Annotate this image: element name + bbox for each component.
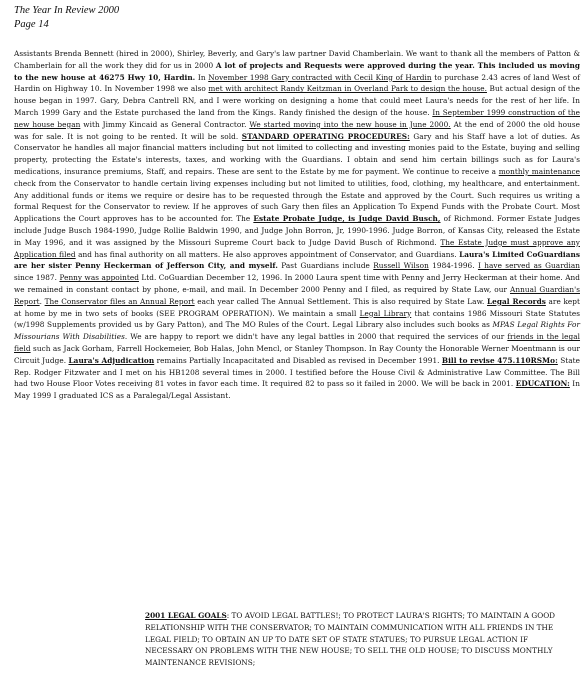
text-run: Past Guardians include — [277, 261, 374, 271]
text-run: Ltd. CoGuardian December 12, 1996. In 2000 Laura spent time with Penny and Jerry Heckerman at their home. And we remained in constant contact by phone, e-mail, and mail. In December 2000 Penny and I filed, as required by State Law, our — [14, 273, 580, 294]
underlined-text: Penny was appointed — [59, 273, 139, 283]
body-text — [14, 48, 580, 402]
text-run: that contains 1986 Missouri State Statutes (w/1998 Supplements provided us by Gary Patton), and The MO Rules of the Court. Legal Library also includes such books as — [14, 308, 580, 330]
section-heading: STANDARD OPERATING PROCEDURES: — [241, 131, 410, 141]
italic-book-title: MPAS Legal Rights For Missourians With Disabilities — [14, 320, 580, 342]
section-heading: Laura's Adjudication — [68, 355, 155, 365]
underlined-text: Annual Guardian's Report — [14, 284, 580, 306]
text-run: to purchase 2.43 acres of land West of Hardin on Highway 10. In November 1998 we also — [14, 72, 580, 94]
header-page-number: Page 14 — [14, 19, 49, 30]
text-run: with Jimmy Kincaid as General Contractor. — [80, 119, 250, 129]
underlined-text: We started moving into the new house in June 2000. — [249, 119, 451, 129]
text-run: . — [39, 296, 45, 306]
goals-heading: 2001 LEGAL GOALS — [145, 611, 227, 620]
section-heading: Legal Records — [487, 296, 546, 306]
underlined-text: met with architect Randy Keitzman in Overland Park to design the house. — [208, 84, 487, 94]
text-run: State Rep. Rodger Fitzwater and I met on his HB1208 several times in 2000. I testified before the House Civil & Administrative Law Committee. The Bill had two House Floor Votes receiving 81 votes in favor each time. It required 82 to pass so it failed in 2000. We will be back in 2001. — [14, 355, 581, 389]
goals-paragraph — [145, 610, 575, 669]
underlined-text: The Conservator files an Annual Report — [44, 296, 195, 306]
text-run: But actual design of the house began in 1997. Gary, Debra Cantrell RN, and I were working on designing a home that could meet Laura's needs for the rest of her life. In March 1999 Gary and the Estate purchased the land from the Kings. Randy finished the design of the house. — [14, 84, 580, 117]
underlined-text: The Estate Judge must approve any Application filed — [14, 237, 580, 259]
legal-goals-block — [145, 610, 575, 669]
text-run: remains Partially Incapacitated and Disabled as revised in December 1991. — [154, 355, 442, 365]
section-heading: EDUCATION: — [515, 379, 570, 389]
text-run: In May 1999 I graduated ICS as a Paralegal/Legal Assistant. — [14, 379, 580, 401]
bold-text: A lot of projects and Requests were approved during the year. This included us moving to the new house at 46275 Hwy 10, Hardin. — [14, 60, 580, 82]
text-run: and has final authority on all matters. He also approves appointment of Conservator, and Guardians. — [75, 249, 460, 259]
text-run: since 1987. — [14, 273, 60, 283]
text-run: such as Jack Gorham, Farrell Hockemeier, Bob Halas, John Mencl, or Stanley Thompson. In Ray County the Honorable Werner Moentmann is our Circuit Judge. — [14, 343, 580, 365]
text-run: At the end of 2000 the old house was for sale. It is not going to be rented. It will be sold. — [14, 119, 580, 141]
goals-text: : TO AVOID LEGAL BATTLES!; TO PROTECT LAURA'S RIGHTS; TO MAINTAIN A GOOD RELATIONSHIP WITH THE CONSERVATOR; TO MAINTAIN COMMUNICATION WITH ALL FRIENDS IN THE LEGAL FIELD; TO OBTAIN AN UP TO DATE SET OF STATE STATUES; TO PURSUE LEGAL ACTION IF NECESSARY ON PROBLEMS WITH THE NEW HOUSE; TO SELL THE OLD HOUSE; TO DISCUSS MONTHLY MAINTENANCE REVISIONS; — [145, 611, 556, 668]
text-run: of Richmond. Former Estate Judges include Judge Busch 1984-1990, Judge Rollie Baldwin 1990, and Judge John Borron, Jr, 1990-1996. Judge Borron, of Kansas City, released the Estate in May 1996, and it was assigned by the Missouri Supreme Court back to Judge David Busch of Richmond. — [14, 214, 580, 247]
underlined-text: monthly maintenance — [498, 166, 580, 176]
underlined-text: I have served as Guardian — [477, 261, 580, 271]
page-header — [14, 4, 119, 32]
text-run: . We are happy to report we didn't have any legal battles in 2000 that required the services of our — [124, 332, 508, 342]
text-run: In — [195, 72, 209, 82]
section-heading: Bill to revise 475.110RSMo: — [441, 355, 558, 365]
underlined-text: November 1998 Gary contracted with Cecil King of Hardin — [208, 72, 432, 82]
underlined-text: Legal Library — [359, 308, 412, 318]
bold-text: Laura's Limited CoGuardians are her sister Penny Heckerman of Jefferson City, and myself. — [14, 249, 580, 271]
text-run: Gary and his Staff have a lot of duties. As Conservator he handles all major financial matters including but not limited to collecting and investing monies paid to the Estate, buying and selling property, protecting the Estate's interests, taxes, and working with the Guardians. I obtain and send him certain billings such as for Laura's medications, insurance premiums, Staff, and repairs. These are sent to the Estate by me for payment. We continue to receive a — [14, 131, 580, 176]
body-paragraph — [14, 48, 580, 402]
underlined-text: In September 1999 construction of the new house began — [14, 107, 580, 129]
underlined-text: friends in the legal field — [14, 332, 581, 353]
underlined-text: Russell Wilson — [373, 261, 429, 271]
text-run: Assistants Brenda Bennett (hired in 2000), Shirley, Beverly, and Gary's law partner David Chamberlain. We want to thank all the members of Patton & Chamberlain for all the work they did for us in 2000 — [14, 49, 580, 70]
section-heading: Estate Probate Judge, is Judge David Busch, — [253, 214, 441, 224]
text-run: check from the Conservator to handle certain living expenses including but not limited to utilities, food, clothing, my healthcare, and entertainment. Any additional funds or items we require or desire has to be requested through the Estate and approved by the Court. Such requires us writing a formal Request for the Conservator to review. If he approves of such Gary then files an Application To Expend Funds with the Probate Court. Most Applications the Court approves has to be accounted for. The — [14, 178, 580, 224]
text-run: each year called The Annual Settlement. This is also required by State Law. — [194, 296, 487, 306]
header-title: The Year In Review 2000 — [14, 5, 120, 16]
text-run: are kept at home by me in two sets of books (SEE PROGRAM OPERATION). We maintain a small — [14, 296, 580, 318]
text-run: 1984-1996. — [428, 261, 478, 271]
